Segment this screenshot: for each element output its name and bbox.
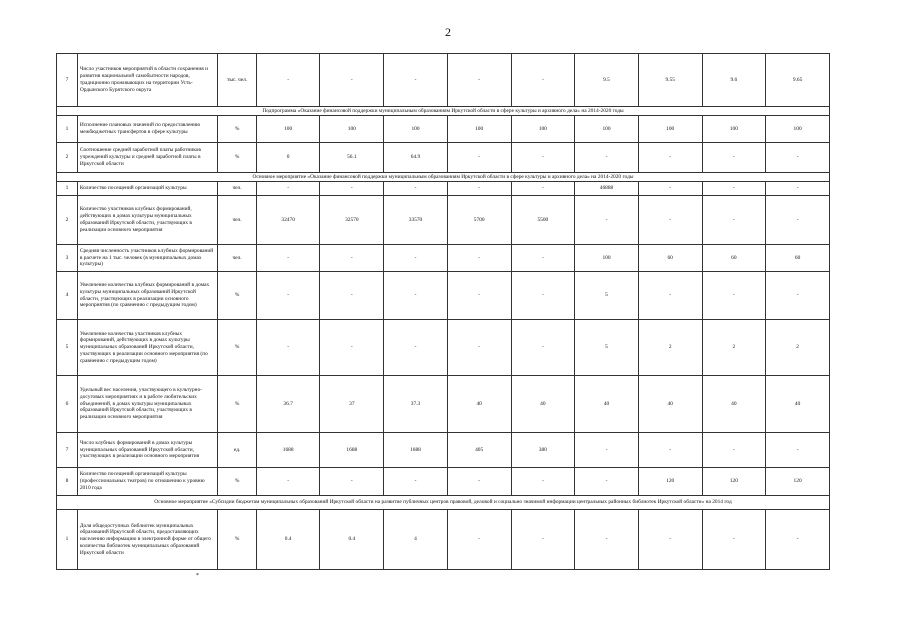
unit-cell: %: [218, 272, 256, 320]
value-cell: 5: [575, 320, 639, 376]
value-cell: 2: [702, 320, 766, 376]
value-cell: -: [638, 433, 702, 468]
row-number: 1: [57, 182, 78, 196]
value-cell: -: [320, 245, 384, 272]
indicator-name: Исполнение плановых значений по предоставлению межбюджетных трансфертов в сфере культуры: [77, 116, 218, 143]
unit-cell: чел.: [218, 245, 256, 272]
value-cell: -: [384, 320, 448, 376]
value-cell: 64.9: [384, 143, 448, 173]
row-number: 4: [57, 272, 78, 320]
value-cell: 60: [766, 245, 830, 272]
footnote-mark: *: [196, 573, 199, 579]
value-cell: -: [702, 510, 766, 570]
value-cell: 56.1: [320, 143, 384, 173]
value-cell: -: [638, 143, 702, 173]
value-cell: -: [320, 182, 384, 196]
value-cell: 9.5: [575, 54, 639, 107]
value-cell: 1688: [384, 433, 448, 468]
unit-cell: %: [218, 510, 256, 570]
value-cell: -: [320, 54, 384, 107]
unit-cell: %: [218, 143, 256, 173]
value-cell: -: [511, 468, 575, 496]
value-cell: -: [256, 272, 320, 320]
value-cell: -: [702, 182, 766, 196]
indicator-name: Число клубных формирований в домах культуры муниципальных образований Иркутской области, участвующих в реализации основного мероприятия: [77, 433, 218, 468]
value-cell: 405: [447, 433, 511, 468]
unit-cell: %: [218, 376, 256, 433]
value-cell: 100: [256, 116, 320, 143]
table-row: [57, 433, 830, 468]
table-row: [57, 272, 830, 320]
section-title: Подпрограмма «Оказание финансовой поддержки муниципальным образованиям Иркутской области в сфере культуры и архивного дела» на 2014-2020 годы: [57, 107, 830, 116]
value-cell: -: [702, 433, 766, 468]
value-cell: -: [702, 272, 766, 320]
value-cell: -: [575, 468, 639, 496]
value-cell: -: [447, 468, 511, 496]
value-cell: 9.55: [638, 54, 702, 107]
value-cell: -: [256, 245, 320, 272]
value-cell: 120: [702, 468, 766, 496]
row-number: 8: [57, 468, 78, 496]
value-cell: -: [575, 143, 639, 173]
unit-cell: %: [218, 468, 256, 496]
value-cell: 40: [638, 376, 702, 433]
indicator-name: Количество посещений организаций культуры (профессиональных театров) по отношению к уровню 2010 года: [77, 468, 218, 496]
value-cell: 40: [575, 376, 639, 433]
value-cell: -: [256, 182, 320, 196]
value-cell: -: [638, 182, 702, 196]
value-cell: -: [702, 196, 766, 245]
value-cell: 100: [384, 116, 448, 143]
value-cell: 37.3: [384, 376, 448, 433]
unit-cell: чел.: [218, 196, 256, 245]
value-cell: -: [447, 245, 511, 272]
value-cell: -: [766, 433, 830, 468]
value-cell: 40: [766, 376, 830, 433]
value-cell: -: [384, 245, 448, 272]
value-cell: 0.4: [256, 510, 320, 570]
section-title: Основное мероприятие «Оказание финансовой поддержки муниципальным образованиям Иркутской области в сфере культуры и архивного дела» на 2014-2020 годы: [57, 173, 830, 182]
section-row: [57, 173, 830, 182]
section-title: Основное мероприятие «Субсидии бюджетам муниципальных образований Иркутской области на развитие публичных центров правовой, деловой и социально значимой информации центральных районных библиотек Иркутской области» на 2014 год: [57, 496, 830, 510]
indicator-name: Средняя численность участников клубных формирований в расчете на 1 тыс. человек (в муниципальных домах культуры): [77, 245, 218, 272]
value-cell: 1688: [256, 433, 320, 468]
value-cell: -: [511, 320, 575, 376]
row-number: 1: [57, 510, 78, 570]
value-cell: 380: [511, 433, 575, 468]
value-cell: 32570: [320, 196, 384, 245]
row-number: 3: [57, 245, 78, 272]
row-number: 7: [57, 54, 78, 107]
value-cell: 100: [638, 116, 702, 143]
value-cell: -: [384, 182, 448, 196]
value-cell: 9.6: [702, 54, 766, 107]
table-row: [57, 182, 830, 196]
value-cell: 100: [447, 116, 511, 143]
value-cell: -: [702, 143, 766, 173]
value-cell: -: [511, 272, 575, 320]
value-cell: 100: [575, 116, 639, 143]
value-cell: -: [511, 143, 575, 173]
table-row: [57, 54, 830, 107]
value-cell: 5: [575, 272, 639, 320]
value-cell: 100: [320, 116, 384, 143]
unit-cell: %: [218, 320, 256, 376]
value-cell: 37: [320, 376, 384, 433]
table-row: [57, 196, 830, 245]
value-cell: -: [511, 54, 575, 107]
table-row: [57, 143, 830, 173]
value-cell: 40: [511, 376, 575, 433]
indicator-name: Увеличение количества участников клубных формирований, действующих в домах культуры муниципальных образований Иркутской области, участвующих в реализации основного мероприятия (по сравнению с предыдущим годом): [77, 320, 218, 376]
value-cell: -: [384, 272, 448, 320]
value-cell: 33570: [384, 196, 448, 245]
table-row: [57, 245, 830, 272]
value-cell: -: [766, 143, 830, 173]
table-row: [57, 468, 830, 496]
value-cell: -: [766, 182, 830, 196]
value-cell: -: [638, 272, 702, 320]
value-cell: 36.7: [256, 376, 320, 433]
value-cell: 100: [702, 116, 766, 143]
value-cell: 40: [702, 376, 766, 433]
value-cell: 60: [638, 245, 702, 272]
value-cell: 120: [766, 468, 830, 496]
indicator-name: Соотношение средней заработной платы работников учреждений культуры и средней заработной платы в Иркутской области: [77, 143, 218, 173]
section-row: [57, 107, 830, 116]
unit-cell: тыс. чел.: [218, 54, 256, 107]
row-number: 6: [57, 376, 78, 433]
value-cell: -: [256, 320, 320, 376]
value-cell: -: [447, 143, 511, 173]
indicator-name: Количество посещений организаций культуры: [77, 182, 218, 196]
indicator-name: Удельный вес населения, участвующего в культурно-досуговых мероприятиях и в работе любительских объединений, в домах культуры муниципальных образований Иркутской области, участвующих в реализации основного мероприятия: [77, 376, 218, 433]
value-cell: -: [511, 182, 575, 196]
value-cell: -: [256, 468, 320, 496]
value-cell: 2: [766, 320, 830, 376]
value-cell: -: [511, 510, 575, 570]
value-cell: -: [320, 320, 384, 376]
unit-cell: ед.: [218, 433, 256, 468]
row-number: 2: [57, 196, 78, 245]
value-cell: 32470: [256, 196, 320, 245]
value-cell: -: [384, 54, 448, 107]
value-cell: 120: [638, 468, 702, 496]
value-cell: 2: [638, 320, 702, 376]
value-cell: -: [511, 245, 575, 272]
indicator-name: Увеличение количества клубных формирований в домах культуры муниципальных образований Иркутской области, участвующих в реализации основного мероприятия (по сравнению с предыдущим годом): [77, 272, 218, 320]
table-row: [57, 376, 830, 433]
value-cell: -: [320, 272, 384, 320]
value-cell: -: [766, 510, 830, 570]
value-cell: -: [575, 510, 639, 570]
value-cell: 60: [702, 245, 766, 272]
indicators-table: [56, 53, 830, 570]
page-number: 2: [445, 25, 451, 39]
table-row: [57, 510, 830, 570]
value-cell: -: [447, 182, 511, 196]
value-cell: -: [384, 468, 448, 496]
row-number: 5: [57, 320, 78, 376]
unit-cell: %: [218, 116, 256, 143]
value-cell: -: [638, 510, 702, 570]
value-cell: -: [256, 54, 320, 107]
value-cell: -: [447, 54, 511, 107]
value-cell: -: [766, 196, 830, 245]
value-cell: 100: [511, 116, 575, 143]
value-cell: 5700: [447, 196, 511, 245]
value-cell: -: [320, 468, 384, 496]
row-number: 7: [57, 433, 78, 468]
value-cell: 100: [766, 116, 830, 143]
value-cell: -: [638, 196, 702, 245]
value-cell: 9.65: [766, 54, 830, 107]
value-cell: -: [447, 272, 511, 320]
value-cell: 1688: [320, 433, 384, 468]
value-cell: 46888: [575, 182, 639, 196]
row-number: 2: [57, 143, 78, 173]
table-row: [57, 116, 830, 143]
value-cell: 40: [447, 376, 511, 433]
indicator-name: Количество участников клубных формирований, действующих в домах культуры муниципальных образований Иркутской области, участвующих в реализации основного мероприятия: [77, 196, 218, 245]
unit-cell: чел.: [218, 182, 256, 196]
value-cell: 100: [575, 245, 639, 272]
section-row: [57, 496, 830, 510]
value-cell: -: [766, 272, 830, 320]
value-cell: 0: [256, 143, 320, 173]
row-number: 1: [57, 116, 78, 143]
value-cell: 0.4: [320, 510, 384, 570]
value-cell: -: [447, 510, 511, 570]
value-cell: 4: [384, 510, 448, 570]
indicator-name: Доля общедоступных библиотек муниципальных образований Иркутской области, предоставляющих населению информацию в электронной форме от общего количества библиотек муниципальных образований Иркутской области: [77, 510, 218, 570]
value-cell: -: [575, 433, 639, 468]
value-cell: -: [447, 320, 511, 376]
indicator-name: Число участников мероприятий в области сохранения и развития национальной самобытности народов, традиционно проживающих на территории Усть-Ордынского Бурятского округа: [77, 54, 218, 107]
value-cell: -: [575, 196, 639, 245]
value-cell: 5500: [511, 196, 575, 245]
table-row: [57, 320, 830, 376]
